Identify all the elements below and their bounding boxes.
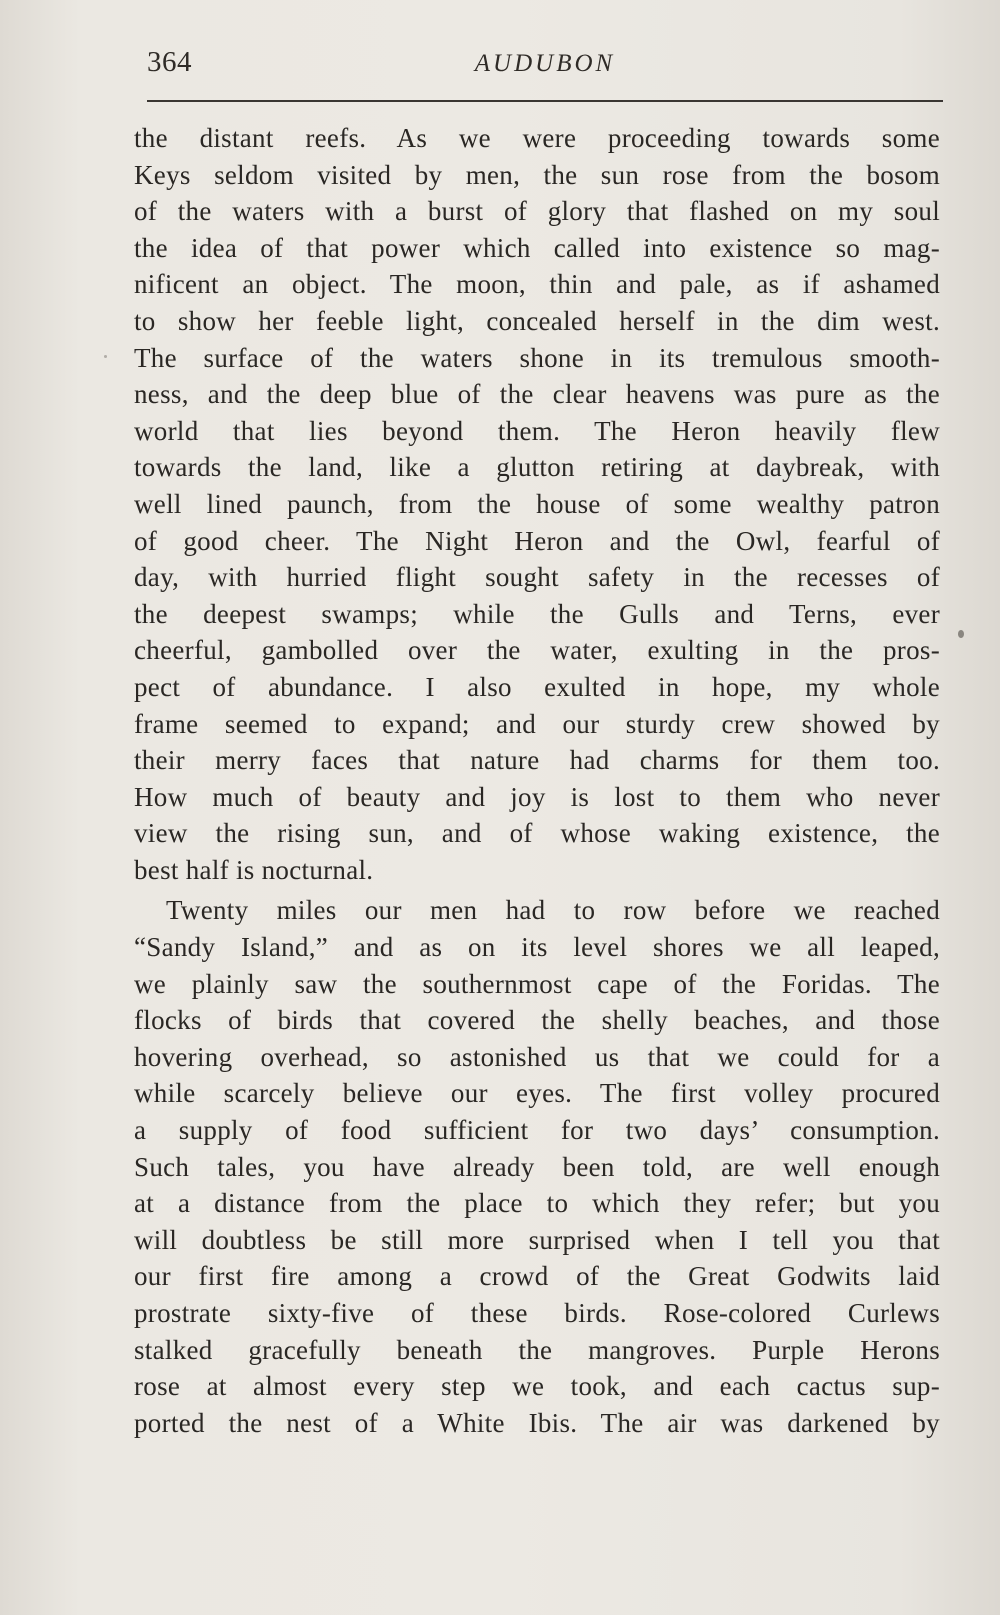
text-line: How much of beauty and joy is lost to them who never	[134, 781, 940, 812]
paper-speck	[958, 630, 964, 638]
text-line: Twenty miles our men had to row before we reached	[166, 895, 940, 926]
text-line: Such tales, you have already been told, are well enough	[134, 1151, 940, 1182]
text-line: day, with hurried flight sought safety in the recesses of	[134, 562, 940, 593]
text-line: of good cheer. The Night Heron and the Owl, fearful of	[134, 525, 940, 556]
text-line: hovering overhead, so astonished us that we could for a	[134, 1041, 940, 1072]
text-line: at a distance from the place to which they refer; but you	[134, 1188, 940, 1219]
text-line: nificent an object. The moon, thin and pale, as if ashamed	[134, 269, 940, 300]
body-text	[134, 120, 940, 1441]
text-line: while scarcely believe our eyes. The first volley procured	[134, 1078, 940, 1109]
text-line: the deepest swamps; while the Gulls and Terns, ever	[134, 598, 940, 629]
text-line: Keys seldom visited by men, the sun rose from the bosom	[134, 159, 940, 190]
text-line: of the waters with a burst of glory that flashed on my soul	[134, 196, 940, 227]
text-line: ported the nest of a White Ibis. The air was darkened by	[134, 1407, 940, 1438]
text-line: view the rising sun, and of whose waking existence, the	[134, 818, 940, 849]
text-line: The surface of the waters shone in its tremulous smooth-	[134, 342, 940, 373]
text-line: frame seemed to expand; and our sturdy crew showed by	[134, 708, 940, 739]
text-line: prostrate sixty-five of these birds. Rose-colored Curlews	[134, 1298, 940, 1328]
header-rule	[147, 100, 943, 102]
text-line: the idea of that power which called into existence so mag-	[134, 232, 940, 263]
text-line: stalked gracefully beneath the mangroves. Purple Herons	[134, 1334, 940, 1365]
text-line: best half is nocturnal.	[134, 854, 374, 885]
running-head: AUDUBON	[474, 50, 616, 77]
text-line: their merry faces that nature had charms for them too.	[134, 745, 940, 776]
text-line: cheerful, gambolled over the water, exulting in the pros-	[134, 635, 940, 666]
text-line: the distant reefs. As we were proceeding towards some	[134, 123, 940, 153]
text-line: towards the land, like a glutton retiring at daybreak, with	[134, 452, 940, 483]
text-line: rose at almost every step we took, and each cactus sup-	[134, 1371, 940, 1402]
text-line: pect of abundance. I also exulted in hope, my whole	[134, 671, 940, 702]
text-line: “Sandy Island,” and as on its level shores we all leaped,	[134, 932, 940, 963]
text-line: we plainly saw the southernmost cape of the Foridas. The	[134, 968, 940, 999]
text-line: flocks of birds that covered the shelly beaches, and those	[134, 1005, 940, 1036]
paragraph-2	[134, 892, 940, 1441]
page-number: 364	[147, 46, 192, 78]
page-header	[147, 46, 943, 92]
text-line: will doubtless be still more surprised when I tell you that	[134, 1224, 940, 1255]
text-line: well lined paunch, from the house of some wealthy patron	[134, 488, 940, 519]
text-line: our first fire among a crowd of the Great Godwits laid	[134, 1261, 940, 1292]
paper-speck	[104, 355, 107, 358]
text-line: a supply of food sufficient for two days’ consumption.	[134, 1115, 940, 1146]
text-line: ness, and the deep blue of the clear heavens was pure as the	[134, 379, 940, 410]
text-line: world that lies beyond them. The Heron heavily flew	[134, 415, 940, 446]
paragraph-1	[134, 120, 940, 888]
text-line: to show her feeble light, concealed herself in the dim west.	[134, 305, 940, 336]
